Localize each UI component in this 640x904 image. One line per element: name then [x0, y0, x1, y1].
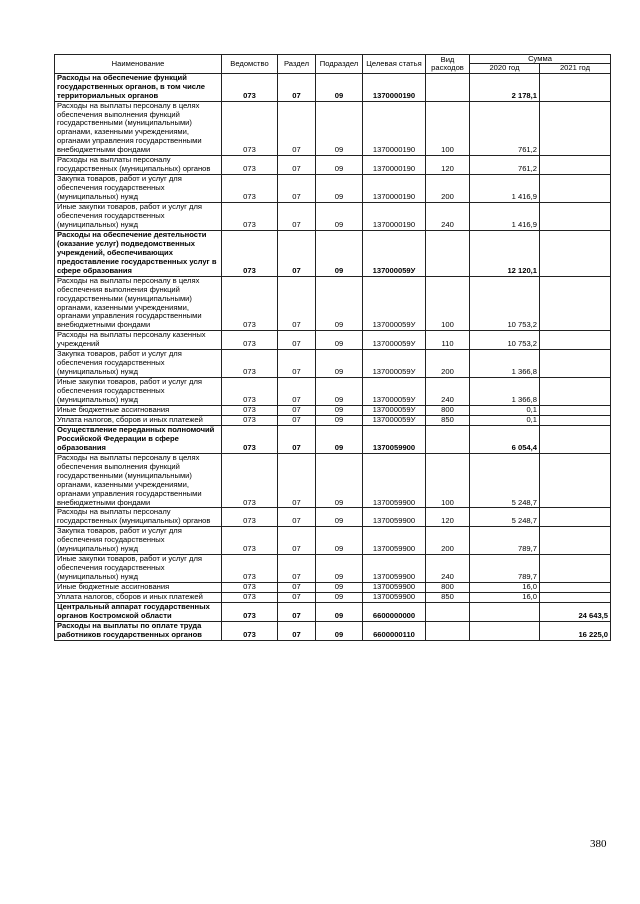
cell-name: Осуществление переданных полномочий Российской Федерации в сфере образования — [55, 425, 222, 453]
cell-dept: 073 — [222, 603, 278, 622]
cell-section: 07 — [278, 508, 316, 527]
cell-exp-type: 800 — [426, 583, 470, 593]
cell-subsection: 09 — [316, 508, 363, 527]
cell-dept: 073 — [222, 415, 278, 425]
cell-name: Иные закупки товаров, работ и услуг для обеспечения государственных (муниципальных) нужд — [55, 378, 222, 406]
table-row — [55, 230, 611, 276]
cell-subsection: 09 — [316, 73, 363, 101]
cell-section: 07 — [278, 203, 316, 231]
cell-y2020: 5 248,7 — [470, 508, 540, 527]
cell-y2020: 789,7 — [470, 555, 540, 583]
cell-section: 07 — [278, 101, 316, 156]
cell-section: 07 — [278, 583, 316, 593]
cell-y2020: 761,2 — [470, 101, 540, 156]
cell-y2020: 0,1 — [470, 406, 540, 416]
cell-dept: 073 — [222, 425, 278, 453]
cell-dept: 073 — [222, 101, 278, 156]
table-row — [55, 425, 611, 453]
cell-exp-type: 120 — [426, 508, 470, 527]
cell-dept: 073 — [222, 378, 278, 406]
cell-target: 1370000190 — [363, 156, 426, 175]
cell-target: 1370059900 — [363, 593, 426, 603]
cell-name: Уплата налогов, сборов и иных платежей — [55, 415, 222, 425]
cell-y2021 — [540, 593, 611, 603]
cell-target: 137000059У — [363, 276, 426, 331]
cell-exp-type: 120 — [426, 156, 470, 175]
table-row — [55, 350, 611, 378]
cell-subsection: 09 — [316, 425, 363, 453]
cell-name: Закупка товаров, работ и услуг для обеспечения государственных (муниципальных) нужд — [55, 350, 222, 378]
cell-y2021 — [540, 378, 611, 406]
cell-section: 07 — [278, 527, 316, 555]
table-row — [55, 555, 611, 583]
cell-subsection: 09 — [316, 453, 363, 508]
header-subsection: Подраздел — [316, 55, 363, 74]
cell-y2020: 761,2 — [470, 156, 540, 175]
cell-dept: 073 — [222, 527, 278, 555]
cell-y2021 — [540, 453, 611, 508]
cell-y2021 — [540, 101, 611, 156]
cell-target: 1370059900 — [363, 555, 426, 583]
cell-subsection: 09 — [316, 415, 363, 425]
cell-y2020: 12 120,1 — [470, 230, 540, 276]
cell-dept: 073 — [222, 73, 278, 101]
cell-section: 07 — [278, 276, 316, 331]
cell-subsection: 09 — [316, 555, 363, 583]
table-row — [55, 203, 611, 231]
cell-name: Закупка товаров, работ и услуг для обеспечения государственных (муниципальных) нужд — [55, 175, 222, 203]
table-row — [55, 276, 611, 331]
table-row — [55, 175, 611, 203]
table-row — [55, 415, 611, 425]
header-2020: 2020 год — [470, 64, 540, 73]
cell-dept: 073 — [222, 156, 278, 175]
cell-subsection: 09 — [316, 621, 363, 640]
cell-y2021 — [540, 73, 611, 101]
cell-section: 07 — [278, 156, 316, 175]
cell-subsection: 09 — [316, 350, 363, 378]
cell-y2020: 1 366,8 — [470, 350, 540, 378]
cell-target: 1370059900 — [363, 527, 426, 555]
cell-target: 1370000190 — [363, 203, 426, 231]
cell-y2021 — [540, 156, 611, 175]
header-2021: 2021 год — [540, 64, 611, 73]
cell-target: 137000059У — [363, 415, 426, 425]
cell-y2021 — [540, 508, 611, 527]
cell-name: Расходы на выплаты персоналу казенных учреждений — [55, 331, 222, 350]
cell-name: Расходы на выплаты персоналу в целях обеспечения выполнения функций государственными (муниципальными) органами, казенными учреждениями, органами управления государственными внебюджетными фондами — [55, 101, 222, 156]
cell-exp-type: 850 — [426, 593, 470, 603]
cell-subsection: 09 — [316, 583, 363, 593]
cell-exp-type — [426, 230, 470, 276]
cell-exp-type — [426, 73, 470, 101]
cell-y2021 — [540, 527, 611, 555]
cell-y2020: 16,0 — [470, 583, 540, 593]
cell-section: 07 — [278, 425, 316, 453]
cell-section: 07 — [278, 603, 316, 622]
cell-name: Закупка товаров, работ и услуг для обеспечения государственных (муниципальных) нужд — [55, 527, 222, 555]
table-header — [55, 55, 611, 74]
cell-y2021: 16 225,0 — [540, 621, 611, 640]
cell-y2021 — [540, 555, 611, 583]
cell-dept: 073 — [222, 350, 278, 378]
cell-exp-type — [426, 425, 470, 453]
cell-dept: 073 — [222, 175, 278, 203]
cell-y2020: 10 753,2 — [470, 276, 540, 331]
cell-dept: 073 — [222, 331, 278, 350]
cell-y2021 — [540, 350, 611, 378]
table-row — [55, 621, 611, 640]
table-row — [55, 593, 611, 603]
table-row — [55, 156, 611, 175]
table-row — [55, 101, 611, 156]
cell-y2020: 6 054,4 — [470, 425, 540, 453]
cell-subsection: 09 — [316, 230, 363, 276]
cell-name: Расходы на выплаты персоналу в целях обеспечения выполнения функций государственными (муниципальными) органами, казенными учреждениями, органами управления государственными внебюджетными фондами — [55, 453, 222, 508]
cell-target: 1370059900 — [363, 508, 426, 527]
cell-y2021 — [540, 583, 611, 593]
table-row — [55, 378, 611, 406]
cell-y2021 — [540, 331, 611, 350]
cell-exp-type: 800 — [426, 406, 470, 416]
cell-section: 07 — [278, 555, 316, 583]
header-target: Целевая статья — [363, 55, 426, 74]
cell-name: Расходы на выплаты персоналу государственных (муниципальных) органов — [55, 156, 222, 175]
cell-exp-type: 240 — [426, 555, 470, 583]
cell-section: 07 — [278, 621, 316, 640]
cell-exp-type: 110 — [426, 331, 470, 350]
cell-target: 1370000190 — [363, 175, 426, 203]
cell-y2020: 1 366,8 — [470, 378, 540, 406]
cell-section: 07 — [278, 230, 316, 276]
cell-section: 07 — [278, 73, 316, 101]
cell-y2020: 789,7 — [470, 527, 540, 555]
cell-y2020: 0,1 — [470, 415, 540, 425]
cell-name: Уплата налогов, сборов и иных платежей — [55, 593, 222, 603]
cell-target: 1370059900 — [363, 583, 426, 593]
cell-subsection: 09 — [316, 527, 363, 555]
cell-section: 07 — [278, 415, 316, 425]
cell-subsection: 09 — [316, 203, 363, 231]
cell-dept: 073 — [222, 406, 278, 416]
cell-dept: 073 — [222, 583, 278, 593]
cell-subsection: 09 — [316, 331, 363, 350]
cell-dept: 073 — [222, 508, 278, 527]
cell-name: Расходы на выплаты персоналу государственных (муниципальных) органов — [55, 508, 222, 527]
cell-exp-type: 100 — [426, 101, 470, 156]
cell-dept: 073 — [222, 453, 278, 508]
table-body — [55, 73, 611, 640]
cell-exp-type — [426, 621, 470, 640]
cell-name: Центральный аппарат государственных органов Костромской области — [55, 603, 222, 622]
cell-dept: 073 — [222, 230, 278, 276]
table-row — [55, 603, 611, 622]
cell-section: 07 — [278, 453, 316, 508]
header-name: Наименование — [55, 55, 222, 74]
cell-exp-type: 240 — [426, 203, 470, 231]
cell-y2020: 10 753,2 — [470, 331, 540, 350]
header-sum: Сумма — [470, 55, 611, 64]
cell-target: 1370059900 — [363, 425, 426, 453]
cell-target: 1370059900 — [363, 453, 426, 508]
cell-subsection: 09 — [316, 603, 363, 622]
cell-target: 6600000110 — [363, 621, 426, 640]
cell-exp-type: 100 — [426, 453, 470, 508]
table-row — [55, 406, 611, 416]
cell-name: Иные бюджетные ассигнования — [55, 406, 222, 416]
cell-section: 07 — [278, 350, 316, 378]
cell-y2020: 5 248,7 — [470, 453, 540, 508]
cell-dept: 073 — [222, 203, 278, 231]
page-number: 380 — [590, 838, 607, 850]
cell-name: Расходы на обеспечение деятельности (оказание услуг) подведомственных учреждений, обеспечивающих предоставление государственных услуг в сфере образования — [55, 230, 222, 276]
cell-subsection: 09 — [316, 276, 363, 331]
cell-target: 137000059У — [363, 350, 426, 378]
cell-exp-type — [426, 603, 470, 622]
cell-exp-type: 200 — [426, 175, 470, 203]
cell-y2020 — [470, 621, 540, 640]
budget-table — [54, 54, 611, 641]
cell-name: Иные закупки товаров, работ и услуг для обеспечения государственных (муниципальных) нужд — [55, 203, 222, 231]
table-row — [55, 73, 611, 101]
cell-y2021 — [540, 425, 611, 453]
table-row — [55, 508, 611, 527]
cell-exp-type: 200 — [426, 350, 470, 378]
cell-target: 137000059У — [363, 331, 426, 350]
cell-target: 1370000190 — [363, 73, 426, 101]
cell-target: 6600000000 — [363, 603, 426, 622]
cell-name: Иные закупки товаров, работ и услуг для обеспечения государственных (муниципальных) нужд — [55, 555, 222, 583]
cell-subsection: 09 — [316, 175, 363, 203]
cell-subsection: 09 — [316, 101, 363, 156]
header-dept: Ведомство — [222, 55, 278, 74]
cell-y2021 — [540, 203, 611, 231]
cell-exp-type: 100 — [426, 276, 470, 331]
cell-section: 07 — [278, 593, 316, 603]
cell-dept: 073 — [222, 621, 278, 640]
cell-exp-type: 200 — [426, 527, 470, 555]
cell-y2020: 2 178,1 — [470, 73, 540, 101]
cell-y2021 — [540, 415, 611, 425]
cell-name: Иные бюджетные ассигнования — [55, 583, 222, 593]
cell-subsection: 09 — [316, 406, 363, 416]
cell-y2020 — [470, 603, 540, 622]
cell-section: 07 — [278, 331, 316, 350]
table-row — [55, 331, 611, 350]
cell-y2020: 1 416,9 — [470, 175, 540, 203]
cell-dept: 073 — [222, 593, 278, 603]
table-row — [55, 453, 611, 508]
cell-target: 137000059У — [363, 406, 426, 416]
cell-y2021 — [540, 230, 611, 276]
cell-y2020: 16,0 — [470, 593, 540, 603]
cell-target: 137000059У — [363, 378, 426, 406]
header-section: Раздел — [278, 55, 316, 74]
cell-y2021 — [540, 276, 611, 331]
cell-y2021: 24 643,5 — [540, 603, 611, 622]
cell-y2020: 1 416,9 — [470, 203, 540, 231]
cell-exp-type: 850 — [426, 415, 470, 425]
header-exp-type: Вид расходов — [426, 55, 470, 74]
cell-name: Расходы на обеспечение функций государственных органов, в том числе территориальных органов — [55, 73, 222, 101]
cell-name: Расходы на выплаты персоналу в целях обеспечения выполнения функций государственными (муниципальными) органами, казенными учреждениями, органами управления государственными внебюджетными фондами — [55, 276, 222, 331]
cell-subsection: 09 — [316, 378, 363, 406]
cell-section: 07 — [278, 378, 316, 406]
cell-y2021 — [540, 406, 611, 416]
cell-subsection: 09 — [316, 156, 363, 175]
cell-subsection: 09 — [316, 593, 363, 603]
cell-section: 07 — [278, 406, 316, 416]
cell-y2021 — [540, 175, 611, 203]
cell-dept: 073 — [222, 555, 278, 583]
cell-name: Расходы на выплаты по оплате труда работников государственных органов — [55, 621, 222, 640]
cell-dept: 073 — [222, 276, 278, 331]
table-row — [55, 583, 611, 593]
cell-target: 1370000190 — [363, 101, 426, 156]
cell-section: 07 — [278, 175, 316, 203]
cell-target: 137000059У — [363, 230, 426, 276]
cell-exp-type: 240 — [426, 378, 470, 406]
table-row — [55, 527, 611, 555]
